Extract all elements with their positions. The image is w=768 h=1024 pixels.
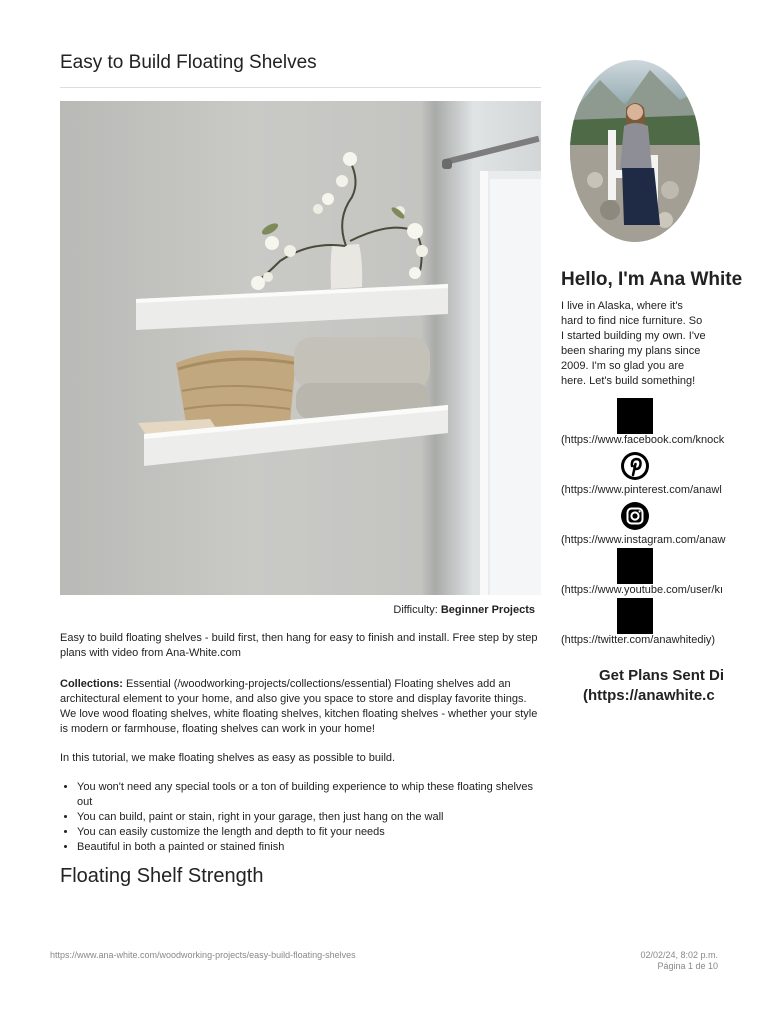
feature-list bbox=[60, 780, 541, 855]
social-link-text[interactable]: (https://www.pinterest.com/anawl bbox=[561, 484, 722, 496]
avatar bbox=[570, 60, 700, 242]
social-link-text[interactable]: (https://www.facebook.com/knock bbox=[561, 434, 725, 446]
difficulty-label: Difficulty: bbox=[393, 604, 438, 616]
collections-paragraph bbox=[60, 677, 541, 737]
title-divider bbox=[60, 87, 541, 88]
collections-text: Essential (/woodworking-projects/collections/essential) Floating shelves add an architectural element to your home, and also give you space to store and display favorite things. We love wood floating shelves, white floating shelves, kitchen floating shelves - whether your style is modern or farmhouse, floating shelves can work in your home! bbox=[60, 678, 538, 735]
sidebar bbox=[561, 60, 768, 706]
difficulty-value[interactable]: Beginner Projects bbox=[440, 604, 535, 616]
page-title: Easy to Build Floating Shelves bbox=[60, 52, 317, 73]
social-youtube[interactable] bbox=[561, 548, 768, 598]
get-plans-link[interactable] bbox=[561, 666, 768, 706]
author-bio: I live in Alaska, where it's hard to find nice furniture. So I started building my own. I've been sharing my plans since 2009. I'm so glad you are here. Let's build something! bbox=[561, 300, 706, 387]
youtube-icon bbox=[617, 548, 653, 584]
facebook-icon bbox=[617, 398, 653, 434]
social-instagram[interactable] bbox=[561, 498, 768, 548]
tutorial-paragraph: In this tutorial, we make floating shelves as easy as possible to build. bbox=[60, 752, 396, 764]
social-link-text[interactable]: (https://twitter.com/anawhitediy) bbox=[561, 634, 716, 646]
section-heading: Floating Shelf Strength bbox=[60, 865, 264, 887]
list-item: • You can build, paint or stain, right in your garage, then just hang on the wall bbox=[77, 810, 541, 825]
social-pinterest[interactable] bbox=[561, 448, 768, 498]
list-item: • You won't need any special tools or a ton of building experience to whip these floating shelves out bbox=[77, 780, 541, 810]
list-item: • You can easily customize the length and depth to fit your needs bbox=[77, 825, 541, 840]
instagram-icon bbox=[617, 498, 653, 534]
footer-url: https://www.ana-white.com/woodworking-projects/easy-build-floating-shelves bbox=[50, 950, 356, 960]
footer-date: 02/02/24, 8:02 p.m. bbox=[640, 950, 718, 960]
social-link-text[interactable]: (https://www.instagram.com/anaw bbox=[561, 534, 726, 546]
get-plans-line-2: (https://anawhite.c bbox=[583, 687, 715, 704]
list-item: • Beautiful in both a painted or stained finish bbox=[77, 840, 541, 855]
get-plans-line-1: Get Plans Sent Di bbox=[599, 667, 725, 684]
social-link-text[interactable]: (https://www.youtube.com/user/kı bbox=[561, 584, 724, 596]
footer-page-number: Página 1 de 10 bbox=[657, 961, 718, 971]
intro-paragraph: Easy to build floating shelves - build first, then hang for easy to finish and install. Free step by step plans with video from Ana-White.com bbox=[60, 632, 538, 659]
shelves-illustration bbox=[60, 101, 541, 595]
difficulty-row bbox=[60, 604, 541, 616]
author-photo bbox=[570, 60, 700, 242]
article bbox=[60, 50, 541, 888]
hero-image-floating-shelves bbox=[60, 101, 541, 595]
collections-label: Collections: bbox=[60, 678, 123, 690]
social-twitter[interactable] bbox=[561, 598, 768, 648]
author-greeting: Hello, I'm Ana White bbox=[561, 269, 743, 290]
footer-meta bbox=[640, 950, 718, 972]
social-facebook[interactable] bbox=[561, 398, 768, 448]
twitter-icon bbox=[617, 598, 653, 634]
pinterest-icon bbox=[617, 448, 653, 484]
social-links bbox=[561, 398, 768, 648]
